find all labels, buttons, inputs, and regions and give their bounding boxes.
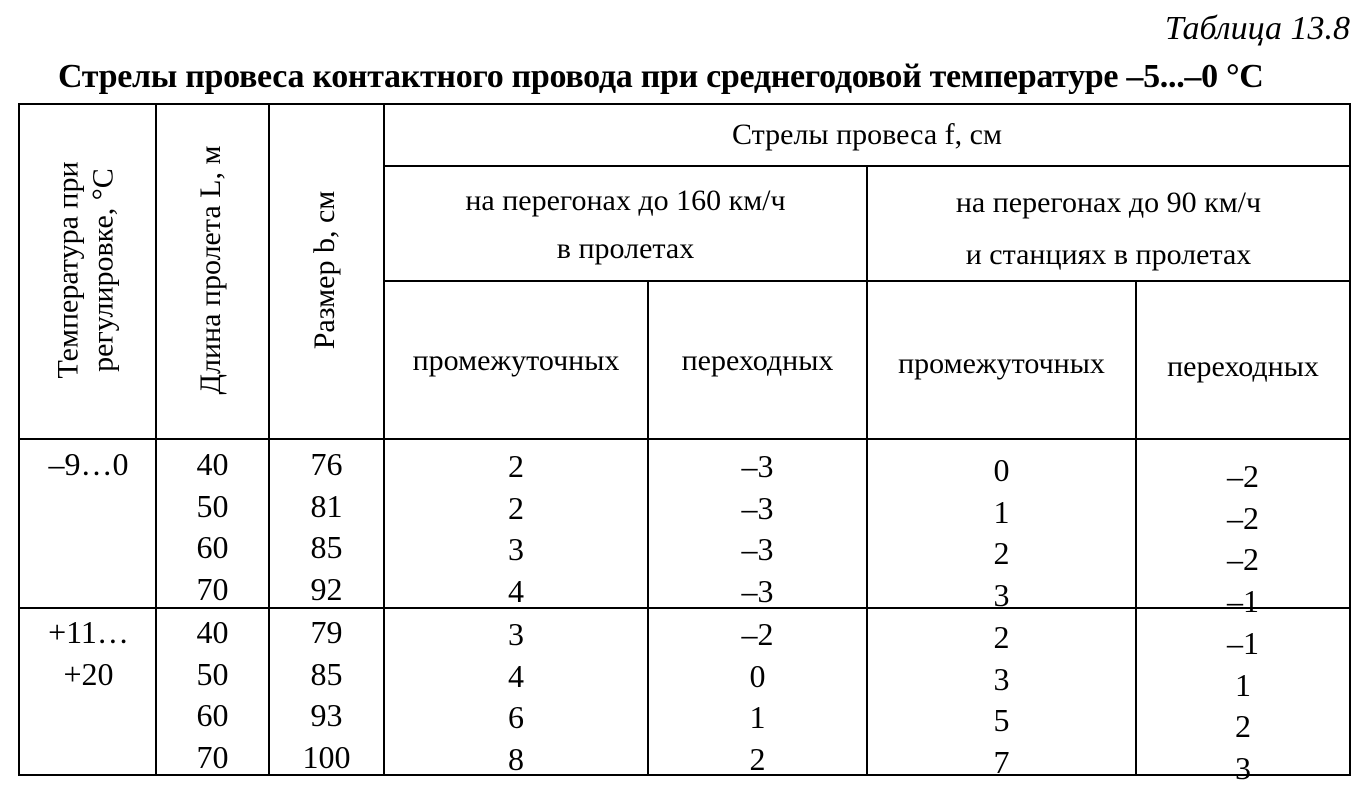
header-transition-160: переходных (681, 344, 834, 377)
transition-90-column: –1 1 2 3 (1227, 625, 1259, 786)
sag-table (18, 103, 1351, 786)
span-column: 40 50 60 70 (196, 614, 229, 775)
intermediate-160-column: 2 2 3 4 (508, 448, 524, 609)
size-column: 76 81 85 92 (310, 446, 343, 607)
header-size-b: Размер b, см (307, 190, 341, 350)
intermediate-90-column: 2 3 5 7 (993, 619, 1010, 780)
table-number: Таблица 13.8 (1164, 10, 1350, 47)
header-intermediate-160: промежуточных (412, 344, 620, 377)
intermediate-160-column: 3 4 6 8 (508, 616, 524, 777)
header-intermediate-90: промежуточных (898, 347, 1105, 380)
table-top-border (18, 103, 1351, 105)
span-column: 40 50 60 70 (196, 446, 229, 607)
header-temperature: Температура при регулировке, °С (51, 161, 119, 379)
table-right-border (1349, 103, 1351, 776)
intermediate-90-column: 0 1 2 3 (993, 452, 1010, 613)
transition-160-column: –2 0 1 2 (741, 616, 774, 777)
header-bottom-border (18, 438, 1351, 440)
header-span-length: Длина пролета L, м (193, 145, 227, 395)
temperature-cell: –9…0 (48, 446, 129, 482)
table-left-border (18, 103, 20, 776)
header-sag: Стрелы провеса f, см (732, 118, 1002, 151)
table-caption: Стрелы провеса контактного провода при среднегодовой температуре –5...–0 °С (58, 58, 1264, 95)
size-column: 79 85 93 100 (302, 614, 351, 775)
transition-160-column: –3 –3 –3 –3 (741, 448, 774, 609)
header-group-90: на перегонах до 90 км/ч и станциях в пролетах (955, 186, 1262, 271)
transition-90-column: –2 –2 –2 –1 (1227, 458, 1259, 619)
header-transition-90: переходных (1167, 350, 1319, 383)
temperature-cell: +11… +20 (48, 614, 129, 692)
header-group-160: на перегонах до 160 км/ч в пролетах (465, 184, 786, 265)
